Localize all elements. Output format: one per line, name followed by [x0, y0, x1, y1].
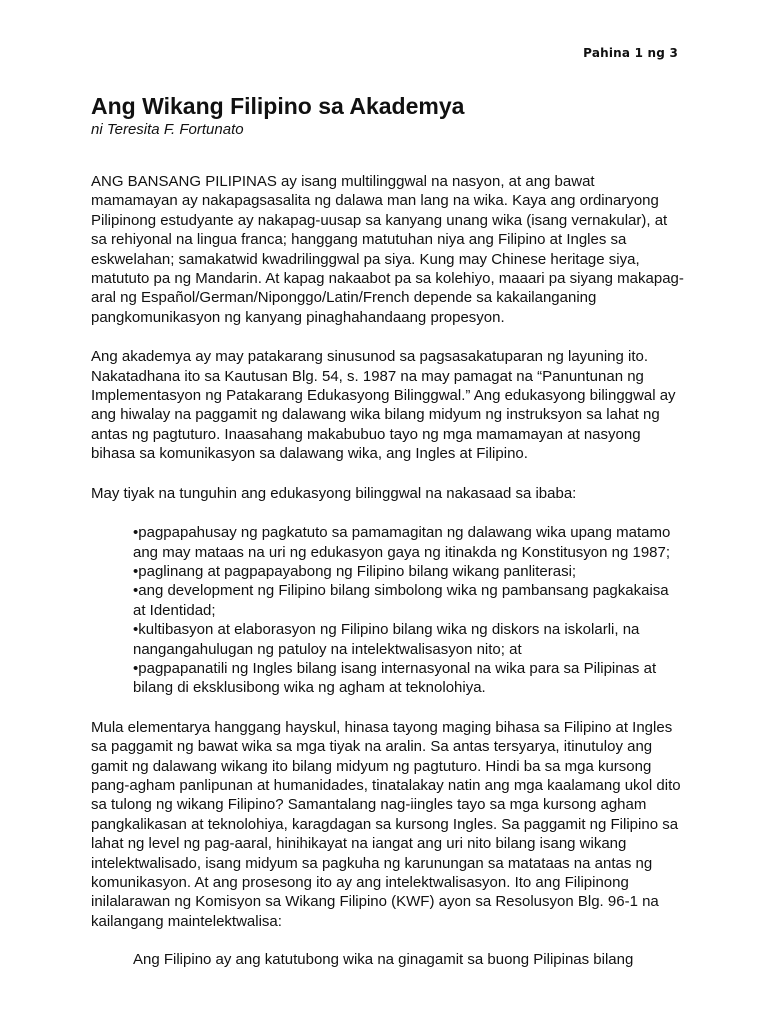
paragraph-policy: Ang akademya ay may patakarang sinusunod sa pagsasakatuparan ng layuning ito. Nakatadhana ito sa Kautusan Blg. 54, s. 1987 na may pamagat na “Panuntunan ng Implementasyon ng Patakarang Edukasyong Bilinggwal.” Ang edukasyong bilinggwal ay ang hiwalay na paggamit ng dalawang wika bilang midyum ng instruksyon sa lahat ng antas ng pagtuturo. Inaasahang makabubuo tayo ng mga mamamayan at nasyong bihasa sa komunikasyon sa dalawang wika, ang Ingles at Filipino.: [91, 348, 676, 463]
paragraph-quote: Ang Filipino ay ang katutubong wika na ginagamit sa buong Pilipinas bilang: [133, 951, 634, 969]
list-item: • paglinang at pagpapayabong ng Filipino bilang wikang panliterasi;: [133, 562, 685, 581]
paragraph-intro: ANG BANSANG PILIPINAS ay isang multilinggwal na nasyon, at ang bawat mamamayan ay nakapagsasalita ng dalawa man lang na wika. Kaya ang ordinaryong Pilipinong estudyante ay nakapag-uusap sa kanyang unang wika (isang vernakular), at sa rehiyonal na lingua franca; hanggang matutuhan niya ang Filipino at Ingles sa eskwelahan; samakatwid kwadrilinggwal pa siya. Kung may Chinese heritage siya, matututo pa ng Mandarin. At kapag nakaabot pa sa kolehiyo, maaari pa siyang makapag-aral ng Español/German/Niponggo/Latin/French depende sa kakailanganing pangkomunikasyon ng kanyang pinaghahandaang propesyon.: [91, 173, 684, 326]
goals-list: [133, 523, 685, 698]
document-body: [91, 92, 685, 970]
document-title: Ang Wikang Filipino sa Akademya: [91, 93, 465, 119]
list-item: • ang development ng Filipino bilang simbolong wika ng pambansang pagkakaisa at Identidad;: [133, 581, 685, 620]
paragraph-usage: Mula elementarya hanggang hayskul, hinasa tayong maging bihasa sa Filipino at Ingles sa paggamit ng bawat wika sa mga tiyak na aralin. Sa antas tersyarya, itinutuloy ang gamit ng dalawang wikang ito bilang midyum ng pagtuturo. Hindi ba sa mga kursong pang-agham panlipunan at humanidades, tinatalakay natin ang mga kaalamang ukol dito sa tulong ng wikang Filipino? Samantalang nag-iingles tayo sa mga kursong agham pangkalikasan at teknolohiya, karagdagan sa kursong Ingles. Sa paggamit ng Filipino sa lahat ng level ng pag-aaral, hinihikayat na iangat ang uri nito bilang isang wikang intelektwalisado, isang midyum sa pagkuha ng karunungan sa matataas na antas ng komunikasyon. At ang prosesong ito ay ang intelektwalisasyon. Ito ang Filipinong inilalarawan ng Komisyon sa Wikang Filipino (KWF) ayon sa Resolusyon Blg. 96-1 na kailangang maintelektwalisa:: [91, 718, 681, 930]
list-item: • pagpapahusay ng pagkatuto sa pamamagitan ng dalawang wika upang matamo ang may mataas na uri ng edukasyon gaya ng itinakda ng Konstitusyon ng 1987;: [133, 523, 685, 562]
author-byline: ni Teresita F. Fortunato: [91, 121, 244, 138]
paragraph-goals-intro: May tiyak na tunguhin ang edukasyong bilinggwal na nakasaad sa ibaba:: [91, 484, 577, 502]
page-number: Pahina 1 ng 3: [583, 46, 678, 60]
list-item: • kultibasyon at elaborasyon ng Filipino bilang wika ng diskors na iskolarli, na nangangahulugan ng patuloy na intelektwalisasyon nito; at: [133, 620, 685, 659]
list-item: • pagpapanatili ng Ingles bilang isang internasyonal na wika para sa Pilipinas at bilang di eksklusibong wika ng agham at teknolohiya.: [133, 659, 685, 698]
